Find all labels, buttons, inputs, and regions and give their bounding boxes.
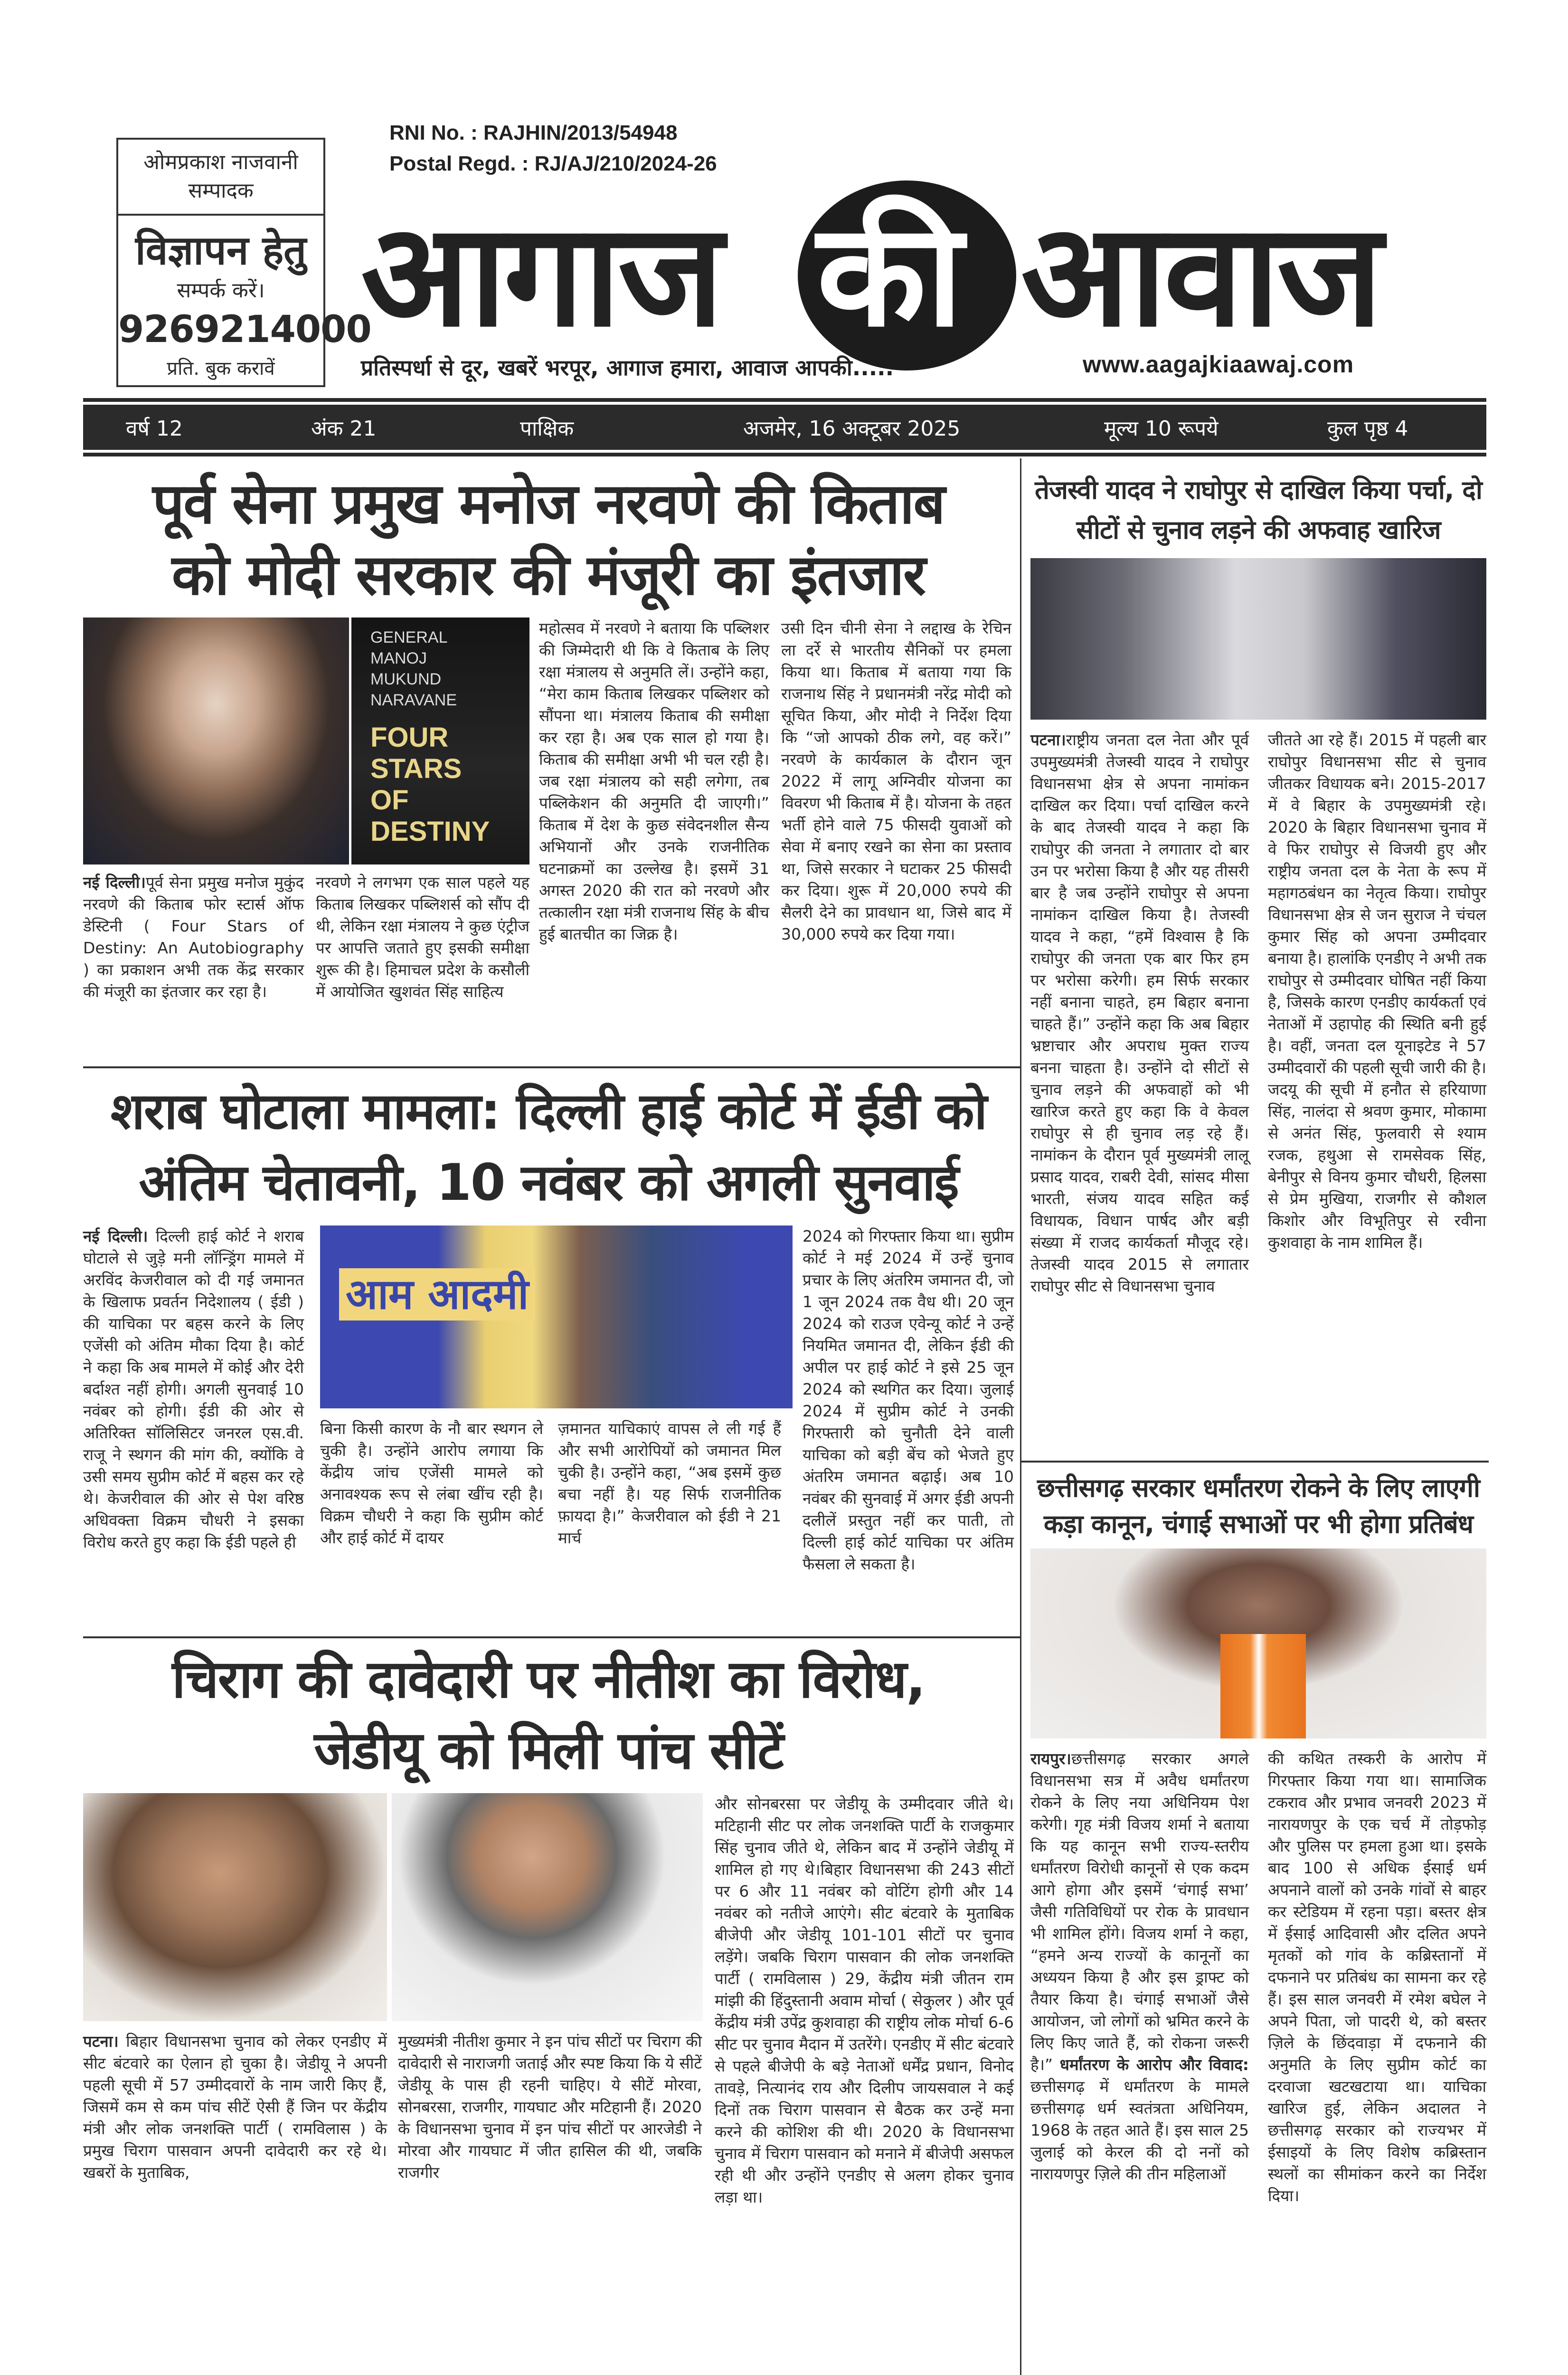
ad-title: विज्ञापन हेतु xyxy=(135,227,307,274)
headline-line: अंतिम चेतावनी, 10 नवंबर को अगली सुनवाई xyxy=(139,1153,958,1212)
article-column: और सोनबरसा पर जेडीयू के उम्मीदवार जीते थे। मटिहानी सीट पर लोक जनशक्ति पार्टी के राजकुमार सिंह चुनाव जीते थे, लेकिन बाद में उन्होंने जेडीयू में शामिल हो गए थे।बिहार विधानसभा की 243 सीटों पर 6 और 11 नवंबर को वोटिंग होगी और 14 नवंबर को नतीजे आएंगे। सीट बंटवारे के मुताबिक बीजेपी और जेडीयू 101-101 सीटों पर चुनाव लड़ेंगे। जबकि चिराग पासवान की लोक जनशक्ति पार्टी ( रामविलास ) 29, केंद्रीय मंत्री जीतन राम मांझी की हिंदुस्तानी अवाम मोर्चा ( सेकुलर ) और पूर्व केंद्रीय मंत्री उपेंद्र कुशवाहा की राष्ट्रीय लोक मोर्चा 6-6 सीट पर चुनाव मैदान में उतरेंगे। एनडीए में सीट बंटवारे से पहले बीजेपी के बड़े नेताओं धर्मेंद्र प्रधान, विनोद तावड़े, नित्यानंद राय और दिलीप जायसवाल ने कई दिनों तक चिराग पासवान से बैठक कर उन्हें मना करने की कोशिश की थी। 2020 के विधानसभा चुनाव में चिराग पासवान को मनाने में बीजेपी असफल रही थी और उन्होंने एनडीए से अलग होकर चुनाव लड़ा था। xyxy=(715,1795,1014,2206)
article-column: 2024 को गिरफ्तार किया था। सुप्रीम कोर्ट ने मई 2024 में उन्हें चुनाव प्रचार के लिए अंतरिम जमानत दी, जो 1 जून 2024 तक वैध थी। 20 जून 2024 को राउज एवेन्यू कोर्ट ने उन्हें नियमित जमानत दी, लेकिन ईडी की अपील पर हाई कोर्ट ने इसे 25 जून 2024 को स्थगित कर दिया। जुलाई 2024 में सुप्रीम कोर्ट ने उनकी गिरफ्तारी को चुनौती देने वाली याचिका को बड़ी बेंच को भेजते हुए अंतरिम जमानत बढ़ाई। अब 10 नवंबर की सुनवाई में अगर ईडी अपनी दलीलें प्रस्तुत नहीं कर पाती, तो दिल्ली हाई कोर्ट याचिका पर अंतिम फैसला ले सकता है। xyxy=(803,1227,1014,1573)
ad-contact-label: सम्पर्क करें। xyxy=(177,278,265,303)
issue-price: मूल्य 10 रूपये xyxy=(1104,417,1219,441)
headline-naravane[interactable] xyxy=(83,468,1014,610)
photo-kejriwal xyxy=(320,1226,793,1408)
website-link[interactable]: www.aagajkiaawaj.com xyxy=(1083,351,1354,378)
headline-chhattisgarh[interactable]: छत्तीसगढ़ सरकार धर्मांतरण रोकने के लिए लाएगी कड़ा कानून, चंगाई सभाओं पर भी होगा प्रतिबंध xyxy=(1037,1473,1480,1539)
article-column: महोत्सव में नरवणे ने बताया कि पब्लिशर की जिम्मेदारी थी कि वे किताब के लिए रक्षा मंत्रालय से अनुमति लें। उन्होंने कहा, “मेरा काम किताब लिखकर पब्लिशर को सौंपना था। मंत्रालय किताब की समीक्षा कर रहा है। अब एक साल हो गया है। किताब की समीक्षा अभी भी चल रही है। जब रक्षा मंत्रालय को सही लगेगा, तब पब्लिकेशन की अनुमति दी जाएगी।” किताब में देश के कुछ संवेदनशील सैन्य अभियानों और उनके राजनीतिक घटनाक्रमों का उल्लेख है। इसमें 31 अगस्त 2020 की रात को नरवणे और तत्कालीन रक्षा मंत्री राजनाथ सिंह के बीच हुई बातचीत का जिक्र है। xyxy=(539,619,769,943)
photo-modi xyxy=(83,618,349,864)
section-divider xyxy=(83,1066,1020,1068)
headline-line: को मोदी सरकार की मंजूरी का इंतजार xyxy=(171,542,926,608)
article-column xyxy=(83,1226,304,1553)
article-text: छत्तीसगढ़ में धर्मांतरण के मामले छत्तीसगढ़ धर्म स्वतंत्रता अधिनियम, 1968 के तहत आते हैं। इस साल 25 जुलाई को केरल की दो ननों को नारायणपुर ज़िले की तीन महिलाओं xyxy=(1030,2077,1249,2183)
issue-info-bar xyxy=(83,405,1486,450)
editor-info xyxy=(118,140,323,216)
article-column: जीतते आ रहे हैं। 2015 में पहली बार राघोपुर विधानसभा सीट से चुनाव जीतकर विधायक बने। 2015-2017 में वे बिहार के उपमुख्यमंत्री रहे। 2020 के बिहार विधानसभा चुनाव में वे फिर राघोपुर से विजयी हुए और राष्ट्रीय जनता दल के नेता के रूप में महागठबंधन का नेतृत्व किया। राघोपुर विधानसभा क्षेत्र से जन सुराज ने चंचल कुमार सिंह को अपना उम्मीदवार बनाया है। हालांकि एनडीए ने अभी तक राघोपुर से उम्मीदवार घोषित नहीं किया है, जिसके कारण एनडीए कार्यकर्ता एवं नेताओं में उहापोह की स्थिति बनी हुई है। वहीं, जनता दल यूनाइटेड ने 57 उम्मीदवारों की पहली सूची जारी की है। जदयू की सूची में हनौत से हरियाणा सिंह, नालंदा से श्रवण कुमार, मोकामा से अनंत सिंह, फुलवारी से श्याम रजक, हथुआ से रामसेवक सिंह, बेनीपुर से विनय कुमार चौधरी, हिलसा से प्रेम मुखिया, राजगीर से कौशल किशोर और विभूतिपुर से रवीना कुशवाहा के नाम शामिल हैं। xyxy=(1268,731,1486,1252)
article-text: दिल्ली हाई कोर्ट ने शराब घोटाले से जुड़े मनी लॉन्ड्रिंग मामले में अरविंद केजरीवाल को दी गई जमानत के खिलाफ प्रवर्तन निदेशालय ( ईडी ) की याचिका पर बहस करने के लिए एजेंसी को अंतिम मौका दिया है। कोर्ट ने कहा कि अब मामले में कोई और देरी बर्दाश्त नहीं होगी। अगली सुनवाई 10 नवंबर को होगी। ईडी की ओर से अतिरिक्त सॉलिसिटर जनरल एस.वी. राजू ने स्थगन की मांग की, क्योंकि वे उसी समय सुप्रीम कोर्ट में बहस कर रहे थे। केजरीवाल की ओर से पेश वरिष्ठ अधिवक्ता विक्रम चौधरी ने इसका विरोध करते हुए कहा कि ईडी पहले ही xyxy=(83,1227,304,1551)
article-column xyxy=(83,872,304,1003)
section-divider xyxy=(83,1636,1020,1638)
photo-tejashwi xyxy=(1030,558,1486,720)
tagline: प्रतिस्पर्धा से दूर, खबरें भरपूर, आगाज हमारा, आवाज आपकी..... xyxy=(361,355,894,380)
logo-word-ki: की xyxy=(817,192,963,358)
headline-chirag[interactable] xyxy=(83,1644,1014,1786)
photo-vijay-sharma xyxy=(1030,1548,1486,1738)
article-text: छत्तीसगढ़ सरकार अगले विधानसभा सत्र में अवैध धर्मांतरण रोकने के लिए नया अधिनियम पेश करेगी। गृह मंत्री विजय शर्मा ने बताया कि यह कानून सभी राज्य-स्तरीय धर्मांतरण विरोधी कानूनों से एक कदम आगे होगा और इसमें ‘चंगाई सभा’ जैसी गतिविधियों पर रोक के प्रावधान भी शामिल होंगे। विजय शर्मा ने कहा, “हमने अन्य राज्यों के कानूनों का अध्ययन किया है और इस ड्राफ्ट को तैयार किया है। चंगाई सभाओं जैसे आयोजन, जो लोगों को भ्रमित करने के लिए किए जाते हैं, को रोकना जरूरी है।” xyxy=(1030,1749,1249,2074)
article-column: मुख्यमंत्री नीतीश कुमार ने इन पांच सीटों पर चिराग की दावेदारी से नाराजगी जताई और स्पष्ट किया कि ये सीटें जेडीयू के पास ही रहनी चाहिए। ये सीटें मोरवा, सोनबरसा, राजगीर, गायघाट और मटिहानी हैं। 2020 के विधानसभा चुनाव में इन पांच सीटों पर आरजेडी ने मोरवा और गायघाट में जीत हासिल की थी, जबकि राजगीर xyxy=(398,2032,702,2182)
dateline: पटना। xyxy=(83,2032,119,2051)
issue-pages: कुल पृष्ठ 4 xyxy=(1327,417,1408,441)
ad-phone-number: 9269214000 xyxy=(118,308,371,351)
editor-role: सम्पादक xyxy=(188,179,254,203)
issue-number: अंक 21 xyxy=(311,417,377,441)
subheading: धर्मांतरण के आरोप और विवाद: xyxy=(1059,2055,1249,2074)
headline-line: चिराग की दावेदारी पर नीतीश का विरोध, xyxy=(172,1649,925,1710)
headline-line: शराब घोटाला मामला: दिल्ली हाई कोर्ट में ईडी को xyxy=(110,1082,987,1140)
divider xyxy=(83,453,1486,456)
editor-ad-box xyxy=(116,138,371,387)
article-column: उसी दिन चीनी सेना ने लद्दाख के रेचिन ला दर्रे से भारतीय सैनिकों पर हमला किया था। किताब में बताया गया कि राजनाथ सिंह ने प्रधानमंत्री नरेंद्र मोदी को सूचित किया, और मोदी ने निर्देश दिया कि “जो आपको ठीक लगे, वह करें।” नरवणे के कार्यकाल के दौरान जून 2022 में लागू अग्निवीर योजना का विवरण भी किताब में है। योजना के तहत भर्ती होने वाले 75 फीसदी युवाओं को सेवा में बनाए रखने का सेना का प्रस्ताव था, जिसे सरकार ने घटाकर 25 फीसदी कर दिया। शुरू में 20,000 रुपये की सैलरी देने का प्रावधान था, जिसे बाद में 30,000 रुपये कर दिया गया। xyxy=(781,619,1011,943)
book-title: FOUR STARS OF DESTINY xyxy=(370,722,490,847)
article-column xyxy=(1030,729,1249,1297)
ad-book-label: प्रति. बुक करावें xyxy=(167,358,275,380)
photo-banner-text: आम आदमी xyxy=(339,1268,535,1320)
column-divider xyxy=(1020,458,1021,2375)
saffron-scarf xyxy=(1220,1634,1306,1738)
dateline: रायपुर। xyxy=(1030,1749,1071,1768)
postal-registration: Postal Regd. : RJ/AJ/210/2024-26 xyxy=(389,152,717,175)
article-column: ज़मानत याचिकाएं वापस ले ली गई हैं और सभी आरोपियों को जमानत मिल चुकी है। उन्होंने कहा, “अब इसमें कुछ बचा नहीं है। यह सिर्फ राजनीतिक फ़ायदा है।” केजरीवाल को ईडी ने 21 मार्च xyxy=(558,1419,781,1547)
logo-word-aagaj: आगाज xyxy=(361,192,721,358)
book-author: GENERAL MANOJ MUKUND NARAVANE xyxy=(370,628,457,709)
newspaper-logo xyxy=(361,180,1434,361)
article-column: नरवणे ने लगभग एक साल पहले यह किताब लिखकर पब्लिशर्स को सौंप दी थी, लेकिन रक्षा मंत्रालय ने कुछ एंट्रीज पर आपत्ति जताते हुए इसकी समीक्षा शुरू की है। हिमाचल प्रदेश के कसौली में आयोजित खुशवंत सिंह साहित्य xyxy=(316,873,529,1001)
dateline: पटना। xyxy=(1030,731,1066,749)
dateline: नई दिल्ली। xyxy=(83,873,146,892)
photo-chirag-paswan xyxy=(83,1793,387,2021)
advertisement-contact xyxy=(118,216,371,383)
photo-nitish-kumar xyxy=(392,1793,703,2021)
issue-dateline: अजमेर, 16 अक्टूबर 2025 xyxy=(743,417,961,441)
photo-book-cover xyxy=(351,618,529,864)
logo-word-aawaj: आवाज xyxy=(1021,192,1380,358)
article-column xyxy=(83,2031,387,2184)
article-column xyxy=(1030,1748,1249,2185)
headline-line: पूर्व सेना प्रमुख मनोज नरवणे की किताब xyxy=(152,471,945,536)
article-text: पूर्व सेना प्रमुख मनोज मुकुंद नरवणे की किताब फोर स्टार्स ऑफ डेस्टिनी ( Four Stars of Destiny: An Autobiography ) का प्रकाशन अभी तक केंद्र सरकार की मंजूरी का इंतजार कर रहा है। xyxy=(83,873,304,1001)
issue-frequency: पाक्षिक xyxy=(520,417,574,441)
divider xyxy=(83,398,1486,402)
issue-year: वर्ष 12 xyxy=(126,417,183,441)
article-column: बिना किसी कारण के नौ बार स्थगन ले चुकी है। उन्होंने आरोप लगाया कि केंद्रीय जांच एजेंसी मामले को अनावश्यक रूप से लंबा खींच रही है। विक्रम चौधरी ने कहा कि सुप्रीम कोर्ट और हाई कोर्ट में दायर xyxy=(320,1419,543,1547)
article-text: राष्ट्रीय जनता दल नेता और पूर्व उपमुख्यमंत्री तेजस्वी यादव ने राघोपुर विधानसभा क्षेत्र से अपना नामांकन दाखिल कर दिया। पर्चा दाखिल करने के बाद तेजस्वी यादव ने कहा कि राघोपुर की जनता ने लगातार दो बार उन पर भरोसा किया है और यह तीसरी बार है जब उन्होंने राघोपुर से अपना नामांकन दाखिल किया है। तेजस्वी यादव ने कहा, “हमें विश्वास है कि राघोपुर की जनता एक बार फिर हम पर भरोसा करेगी। हम सिर्फ सरकार नहीं बनाना चाहते, हम बिहार बनाना चाहते हैं।” उन्होंने कहा कि अब बिहार भ्रष्टाचार और अपराध मुक्त राज्य बनना चाहता है। उन्होंने दो सीटों से चुनाव लड़ने की अफवाहों को भी खारिज करते हुए कहा कि वे केवल राघोपुर से ही चुनाव लड़ रहे हैं। नामांकन के दौरान पूर्व मुख्यमंत्री लालू प्रसाद यादव, राबरी देवी, सांसद मीसा भारती, संजय यादव सहित कई विधायक, विधान पार्षद और बड़ी संख्या में राजद कार्यकर्ता मौजूद रहे। तेजस्वी यादव 2015 से लगातार राघोपुर सीट से विधानसभा चुनाव xyxy=(1030,731,1249,1295)
section-divider xyxy=(1021,1461,1489,1463)
editor-name: ओमप्रकाश नाजवानी xyxy=(143,150,298,174)
article-text: बिहार विधानसभा चुनाव को लेकर एनडीए में सीट बंटवारे का ऐलान हो चुका है। जेडीयू ने अपनी पहली सूची में 57 उम्मीदवारों के नाम जारी किए हैं, जिसमें कम से कम पांच सीटें ऐसी हैं जिन पर केंद्रीय मंत्री और लोक जनशक्ति पार्टी ( रामविलास ) के प्रमुख चिराग पासवान अपनी दावेदारी कर रहे थे। खबरों के मुताबिक, xyxy=(83,2032,387,2182)
article-column: की कथित तस्करी के आरोप में गिरफ्तार किया गया था। सामाजिक टकराव और प्रभाव जनवरी 2023 में नारायणपुर के एक चर्च में तोड़फोड़ और पुलिस पर हमला हुआ था। इसके बाद 100 से अधिक ईसाई धर्म अपनाने वालों को उनके गांवों से बाहर कर स्टेडियम में रहना पड़ा। बस्तर क्षेत्र में ईसाई आदिवासी और दलित अपने मृतकों को गांव के कब्रिस्तानों में दफनाने पर प्रतिबंध का सामना कर रहे हैं। इस साल जनवरी में रमेश बघेल ने अपने पिता, जो पादरी थे, को बस्तर ज़िले के छिंदवाड़ा में दफनाने की अनुमति के लिए सुप्रीम कोर्ट का दरवाजा खटखटाया था। याचिका खारिज हुई, लेकिन अदालत ने छत्तीसगढ़ सरकार को राज्यभर में ईसाइयों के लिए विशेष कब्रिस्तान स्थलों का सीमांकन करने का निर्देश दिया। xyxy=(1268,1749,1486,2205)
headline-liquor-scam[interactable] xyxy=(83,1076,1014,1218)
dateline: नई दिल्ली। xyxy=(83,1227,148,1245)
rni-number: RNI No. : RAJHIN/2013/54948 xyxy=(389,121,678,144)
headline-tejashwi[interactable]: तेजस्वी यादव ने राघोपुर से दाखिल किया पर्चा, दो सीटों से चुनाव लड़ने की अफवाह खारिज xyxy=(1035,475,1482,545)
headline-line: जेडीयू को मिली पांच सीटें xyxy=(314,1720,783,1781)
